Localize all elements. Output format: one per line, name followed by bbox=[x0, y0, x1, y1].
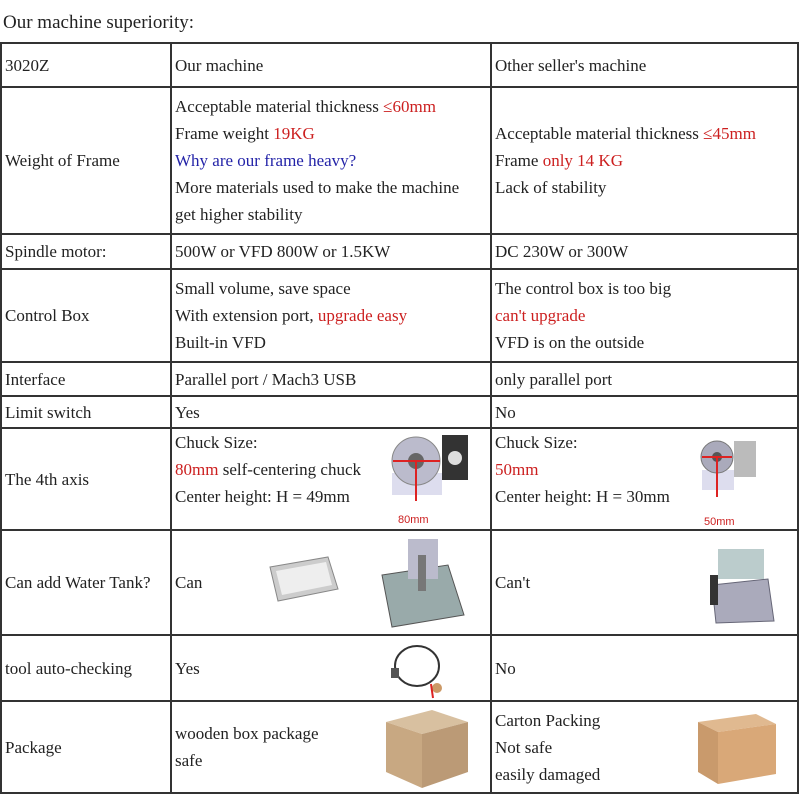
row-label: The 4th axis bbox=[1, 428, 171, 530]
highlight: 50mm bbox=[495, 460, 539, 479]
rotary-axis-image bbox=[700, 435, 758, 501]
row-label: Package bbox=[1, 701, 171, 793]
text: get higher stability bbox=[175, 205, 303, 224]
text: Yes bbox=[175, 658, 200, 678]
text: Frame weight bbox=[175, 124, 274, 143]
table-header-row bbox=[1, 43, 798, 87]
text: easily damaged bbox=[495, 764, 601, 784]
text: Built-in VFD bbox=[175, 333, 266, 352]
table-row bbox=[1, 87, 798, 234]
other-cell bbox=[491, 269, 798, 362]
header-other: Other seller's machine bbox=[491, 43, 798, 87]
row-label: tool auto-checking bbox=[1, 635, 171, 701]
other-cell bbox=[491, 87, 798, 234]
row-label: Control Box bbox=[1, 269, 171, 362]
comparison-table bbox=[0, 42, 799, 794]
highlight: ≤45mm bbox=[703, 124, 756, 143]
other-cell bbox=[491, 701, 798, 793]
row-label: Spindle motor: bbox=[1, 234, 171, 269]
text: Acceptable material thickness bbox=[495, 124, 704, 143]
row-label: Can add Water Tank? bbox=[1, 530, 171, 635]
text: Chuck Size: bbox=[495, 433, 578, 452]
highlight: upgrade easy bbox=[317, 306, 408, 325]
question-text: Why are our frame heavy? bbox=[175, 151, 357, 170]
text: More materials used to make the machine bbox=[175, 178, 460, 197]
text: Not safe bbox=[495, 737, 553, 757]
text: The control box is too big bbox=[495, 279, 672, 298]
ours-cell bbox=[171, 701, 491, 793]
header-model: 3020Z bbox=[1, 43, 171, 87]
highlight: 80mm bbox=[175, 460, 219, 479]
other-cell: No bbox=[491, 396, 798, 428]
other-cell bbox=[491, 428, 798, 530]
text: VFD is on the outside bbox=[495, 333, 645, 352]
text: Center height: H = 49mm bbox=[175, 487, 350, 506]
highlight: ≤60mm bbox=[383, 97, 436, 116]
ours-cell bbox=[171, 635, 491, 701]
text: Carton Packing bbox=[495, 710, 601, 730]
row-label: Weight of Frame bbox=[1, 87, 171, 234]
text: Can bbox=[175, 573, 203, 592]
ours-cell: Parallel port / Mach3 USB bbox=[171, 362, 491, 396]
table-row bbox=[1, 269, 798, 362]
page-title: Our machine superiority: bbox=[3, 12, 195, 33]
table-row bbox=[1, 701, 798, 793]
ours-cell: 500W or VFD 800W or 1.5KW bbox=[171, 234, 491, 269]
water-tank-image bbox=[268, 553, 340, 605]
text: Lack of stability bbox=[495, 178, 607, 197]
highlight: can't upgrade bbox=[495, 306, 586, 325]
text: Center height: H = 30mm bbox=[495, 487, 670, 506]
text: self-centering chuck bbox=[218, 460, 361, 479]
ours-cell bbox=[171, 269, 491, 362]
ours-cell: Yes bbox=[171, 396, 491, 428]
text: Acceptable material thickness bbox=[175, 97, 384, 116]
highlight: 19KG bbox=[273, 124, 315, 143]
row-label: Limit switch bbox=[1, 396, 171, 428]
row-label: Interface bbox=[1, 362, 171, 396]
cnc-machine-image bbox=[378, 535, 468, 630]
tool-sensor-image bbox=[387, 640, 447, 700]
text: Frame bbox=[495, 151, 543, 170]
text: Small volume, save space bbox=[175, 279, 351, 298]
rotary-axis-image bbox=[390, 433, 470, 503]
table-row bbox=[1, 396, 798, 428]
wooden-box-image bbox=[382, 708, 472, 790]
text: Can't bbox=[495, 573, 531, 592]
table-row bbox=[1, 362, 798, 396]
table-row bbox=[1, 428, 798, 530]
other-cell: only parallel port bbox=[491, 362, 798, 396]
text: safe bbox=[175, 751, 203, 770]
table-row bbox=[1, 234, 798, 269]
other-cell: DC 230W or 300W bbox=[491, 234, 798, 269]
chuck-size-caption: 80mm bbox=[398, 514, 429, 526]
text: With extension port, bbox=[175, 306, 318, 325]
cnc-machine-image bbox=[708, 535, 776, 630]
ours-cell bbox=[171, 530, 491, 635]
text: wooden box package bbox=[175, 724, 319, 743]
text: Chuck Size: bbox=[175, 433, 258, 452]
carton-box-image bbox=[696, 710, 778, 786]
other-cell: No bbox=[491, 635, 798, 701]
other-cell bbox=[491, 530, 798, 635]
ours-cell bbox=[171, 87, 491, 234]
highlight: only 14 KG bbox=[542, 151, 623, 170]
header-ours: Our machine bbox=[171, 43, 491, 87]
table-row bbox=[1, 635, 798, 701]
table-row bbox=[1, 530, 798, 635]
ours-cell bbox=[171, 428, 491, 530]
chuck-size-caption: 50mm bbox=[704, 516, 735, 528]
